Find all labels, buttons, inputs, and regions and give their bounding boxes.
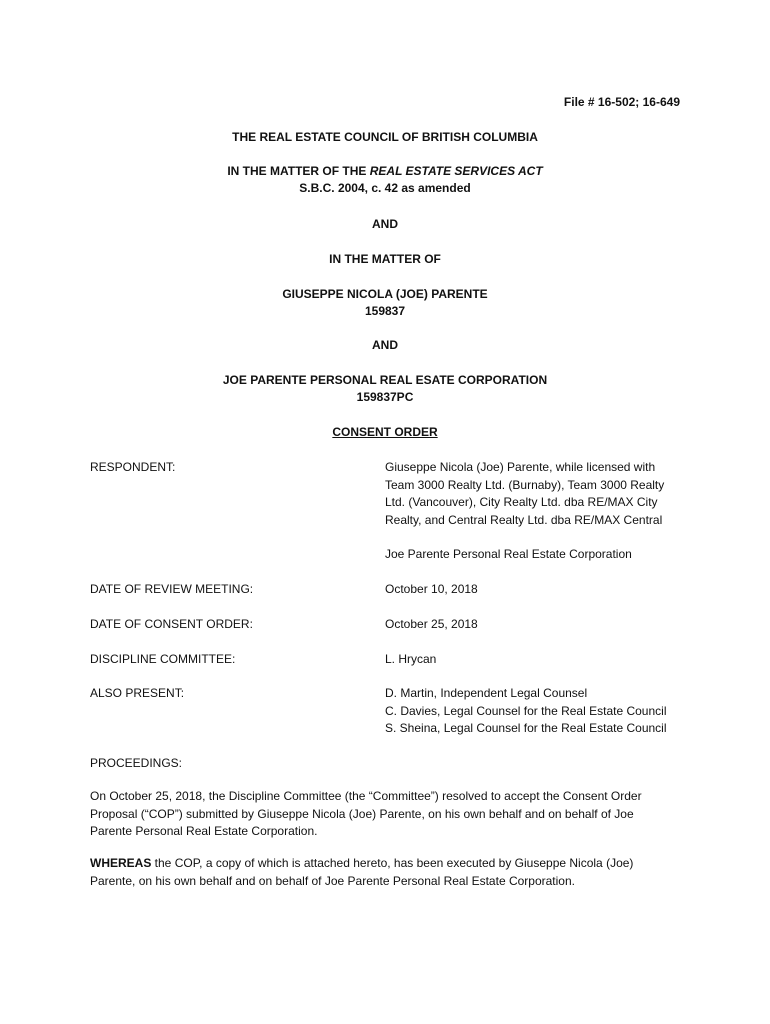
respondent-number: 159837 [364,304,406,318]
file-number: File # 16-502; 16-649 [563,95,680,109]
paragraph-line: Parente Personal Real Estate Corporation. [90,824,318,838]
matter-prefix: IN THE MATTER OF THE [227,164,370,178]
proceedings-heading: PROCEEDINGS: [90,756,183,770]
also-present-item: S. Sheina, Legal Counsel for the Real Estate Council [385,721,667,735]
also-present-item: D. Martin, Independent Legal Counsel [385,686,588,700]
act-name: REAL ESTATE SERVICES ACT [369,164,543,178]
respondent-line: Ltd. (Vancouver), City Realty Ltd. dba RE/MAX City [385,495,658,509]
also-present-item: C. Davies, Legal Counsel for the Real Estate Council [385,703,667,718]
statute-reference: S.B.C. 2004, c. 42 as amended [299,181,471,195]
respondent-label: RESPONDENT: [90,460,176,474]
committee-label: DISCIPLINE COMMITTEE: [90,652,236,666]
in-matter-of-heading: IN THE MATTER OF [329,252,441,266]
consent-order-title: CONSENT ORDER [332,425,438,439]
corporation-number: 159837PC [356,390,414,404]
also-present-list [385,685,685,738]
and-separator-2: AND [372,338,398,352]
review-meeting-label: DATE OF REVIEW MEETING: [90,582,254,596]
respondent-details [385,459,685,529]
corporation-name-heading: JOE PARENTE PERSONAL REAL ESATE CORPORATION [222,373,548,387]
respondent-line: Team 3000 Realty Ltd. (Burnaby), Team 3000 Realty [385,477,665,492]
paragraph-line: On October 25, 2018, the Discipline Committee (the “Committee”) resolved to accept the Consent Order [90,789,642,803]
respondent-name-heading: GIUSEPPE NICOLA (JOE) PARENTE [282,287,488,301]
order-title [0,424,770,441]
consent-order-label: DATE OF CONSENT ORDER: [90,617,253,631]
also-present-label: ALSO PRESENT: [90,686,185,700]
whereas-line [90,855,690,873]
council-title: THE REAL ESTATE COUNCIL OF BRITISH COLUMBIA [232,130,538,144]
respondent-corporation: Joe Parente Personal Real Estate Corporation [385,547,632,561]
and-separator-1: AND [372,217,398,231]
act-matter-heading [0,163,770,180]
review-meeting-date: October 10, 2018 [385,582,478,596]
whereas-paragraph [90,855,690,890]
consent-order-date: October 25, 2018 [385,617,478,631]
respondent-line: Giuseppe Nicola (Joe) Parente, while licensed with [385,460,656,474]
committee-member: L. Hrycan [385,652,437,666]
proceedings-paragraph [90,788,690,841]
respondent-line: Realty, and Central Realty Ltd. dba RE/MAX Central [385,512,663,527]
whereas-keyword: WHEREAS [90,856,152,870]
whereas-text: the COP, a copy of which is attached hereto, has been executed by Giuseppe Nicola (Joe) [151,856,634,870]
whereas-line: Parente, on his own behalf and on behalf of Joe Parente Personal Real Estate Corporation. [90,873,575,888]
paragraph-line: Proposal (“COP”) submitted by Giuseppe Nicola (Joe) Parente, on his own behalf and on behalf of Joe [90,806,634,821]
